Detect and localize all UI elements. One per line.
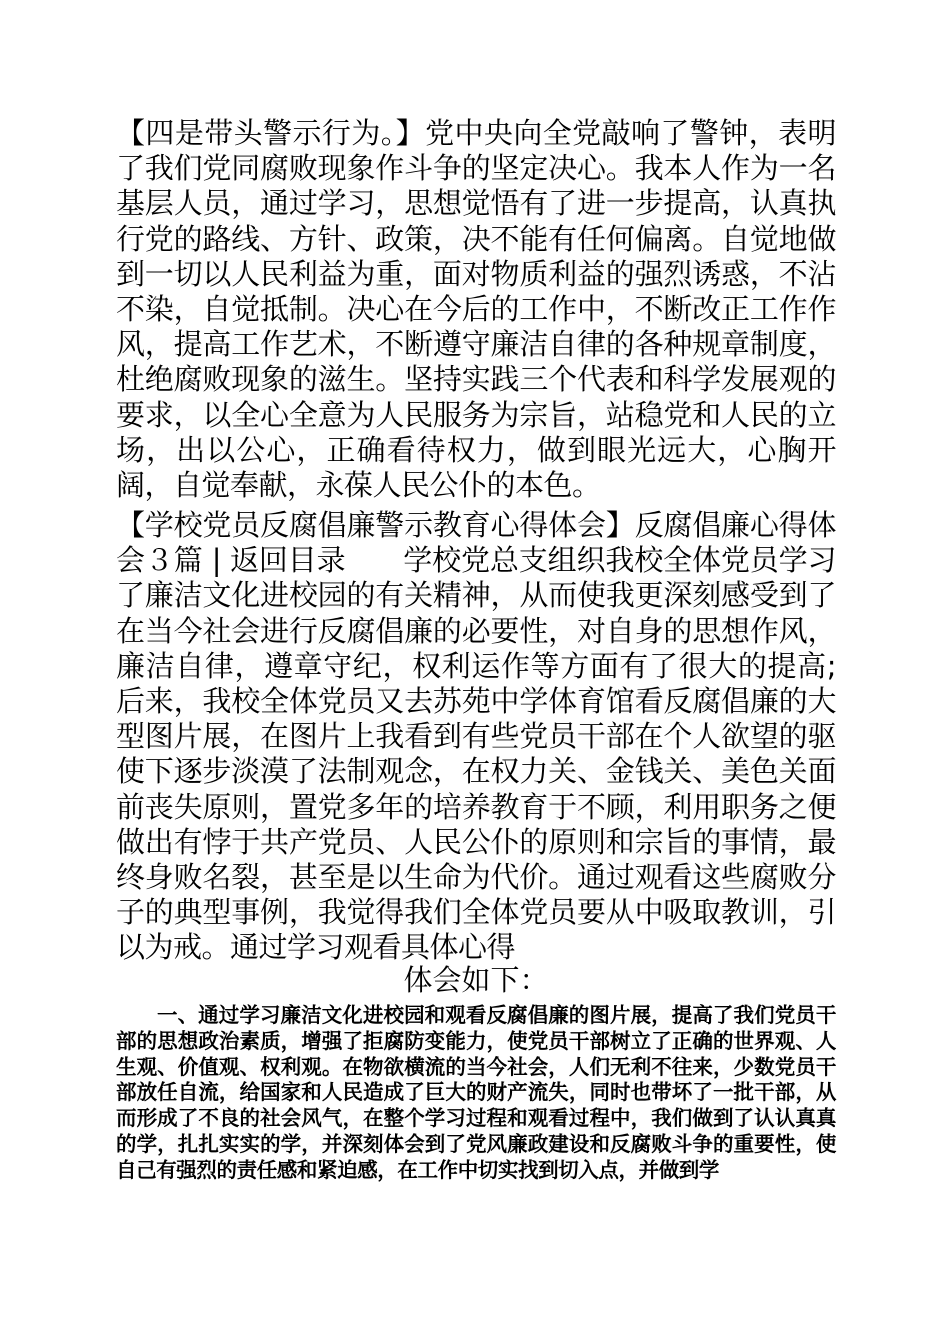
paragraph-school-party-reflection: 【学校党员反腐倡廉警示教育心得体会】反腐倡廉心得体会３篇 | 返回目录 学校党总支组织我校全体党员学习了廉洁文化进校园的有关精神，从而使我更深刻感受到了在当今社会进行反腐倡廉的必要性，对自身的思想作风，廉洁自律，遵章守纪，权利运作等方面有了很大的提高;后来，我校全体党员又去苏苑中学体育馆看反腐倡廉的大型图片展，在图片上我看到有些党员干部在个人欲望的驱使下逐步淡漠了法制观念，在权力关、金钱关、美色关面前丧失原则，置党多年的培养教育于不顾，利用职务之便做出有悖于共产党员、人民公仆的原则和宗旨的事情，最终身败名裂，甚至是以生命为代价。通过观看这些腐败分子的典型事例，我觉得我们全体党员要从中吸取教训，引以为戒。通过学习观看具体心得 [116,508,836,965]
paragraph-section-one: 一、通过学习廉洁文化进校园和观看反腐倡廉的图片展，提高了我们党员干部的思想政治素质，增强了拒腐防变能力，使党员干部树立了正确的世界观、人生观、价值观、权利观。在物欲横流的当今社会，人们无利不往来，少数党员干部放任自流，给国家和人民造成了巨大的财产流失，同时也带坏了一批干部，从而形成了不良的社会风气，在整个学习过程和观看过程中，我们做到了认认真真的学，扎扎实实的学，并深刻体会到了党风廉政建设和反腐败斗争的重要性，使自己有强烈的责任感和紧迫感，在工作中切实找到切入点，并做到学 [116,1003,836,1182]
paragraph-warning-behavior: 【四是带头警示行为。】党中央向全党敲响了警钟，表明了我们党同腐败现象作斗争的坚定决心。我本人作为一名基层人员，通过学习，思想觉悟有了进一步提高，认真执行党的路线、方针、政策，决不能有任何偏离。自觉地做到一切以人民利益为重，面对物质利益的强烈诱惑，不沾不染，自觉抵制。决心在今后的工作中，不断改正工作作风，提高工作艺术，不断遵守廉洁自律的各种规章制度，杜绝腐败现象的滋生。坚持实践三个代表和科学发展观的要求，以全心全意为人民服务为宗旨，站稳党和人民的立场，出以公心，正确看待权力，做到眼光远大，心胸开阔，自觉奉献，永葆人民公仆的本色。 [116,116,836,503]
paragraph-tail-centered: 体会如下： [403,963,549,997]
